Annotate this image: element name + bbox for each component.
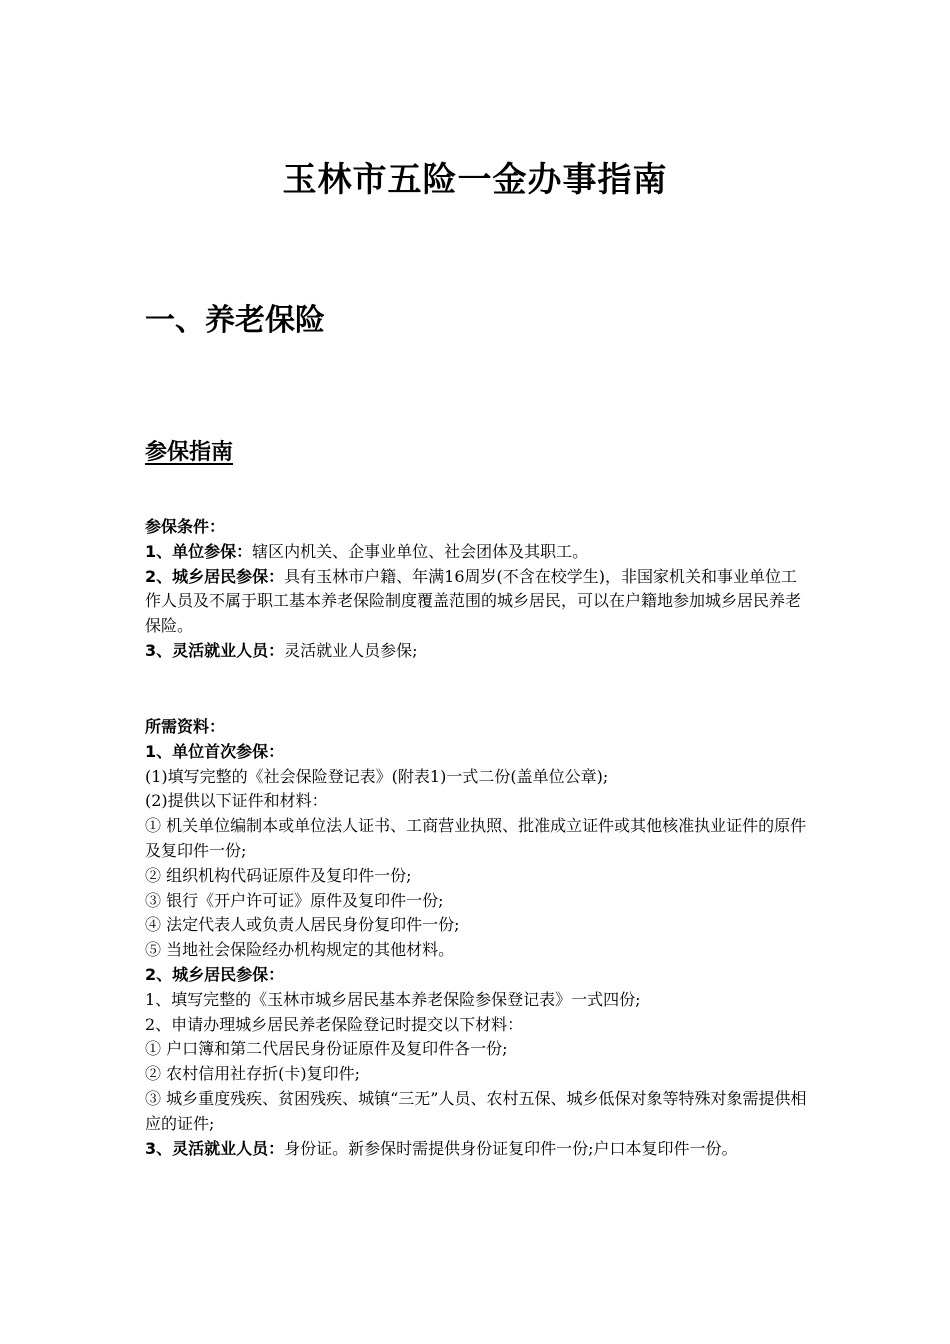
flexible-text: 身份证。新参保时需提供身份证复印件一份;户口本复印件一份。 — [284, 1138, 738, 1158]
unit-line: ⑤ 当地社会保险经办机构规定的其他材料。 — [145, 940, 455, 960]
section-heading: 一、养老保险 — [145, 303, 325, 338]
resident-line: ③ 城乡重度残疾、贫困残疾、城镇“三无”人员、农村五保、城乡低保对象等特殊对象需提供相应的证件; — [145, 1088, 807, 1133]
subsection-heading: 参保指南 — [145, 440, 234, 465]
condition-text: 灵活就业人员参保; — [284, 640, 418, 660]
resident-line: ① 户口簿和第二代居民身份证原件及复印件各一份; — [145, 1039, 508, 1059]
materials-block — [145, 715, 810, 1161]
condition-text: 辖区内机关、企事业单位、社会团体及其职工。 — [252, 541, 589, 561]
unit-line: (1)填写完整的《社会保险登记表》(附表1)一式二份(盖单位公章); — [145, 766, 609, 786]
unit-line: (2)提供以下证件和材料： — [145, 791, 328, 811]
resident-heading: 2、城乡居民参保： — [145, 964, 285, 984]
condition-text: 具有玉林市户籍、年满16周岁(不含在校学生)，非国家机关和事业单位工作人员及不属于职工基本养老保险制度覆盖范围的城乡居民，可以在户籍地参加城乡居民养老保险。 — [145, 566, 802, 636]
condition-label: 3、灵活就业人员： — [145, 640, 285, 660]
unit-line: ② 组织机构代码证原件及复印件一份; — [145, 865, 412, 885]
resident-line: 2、申请办理城乡居民养老保险登记时提交以下材料： — [145, 1014, 524, 1034]
conditions-heading: 参保条件： — [145, 517, 226, 536]
resident-line: ② 农村信用社存折(卡)复印件; — [145, 1064, 360, 1084]
condition-label: 2、城乡居民参保： — [145, 566, 285, 586]
flexible-label: 3、灵活就业人员： — [145, 1138, 285, 1158]
unit-line: ④ 法定代表人或负责人居民身份复印件一份; — [145, 915, 460, 935]
unit-line: ③ 银行《开户许可证》原件及复印件一份; — [145, 890, 444, 910]
materials-heading: 所需资料： — [145, 717, 226, 736]
unit-heading: 1、单位首次参保： — [145, 741, 285, 761]
condition-item — [145, 639, 810, 664]
condition-item — [145, 540, 810, 565]
flexible-item — [145, 1137, 810, 1162]
unit-line: ① 机关单位编制本或单位法人证书、工商营业执照、批准成立证件或其他核准执业证件的原件及复印件一份; — [145, 816, 807, 860]
condition-label: 1、单位参保： — [145, 541, 253, 561]
condition-item — [145, 565, 810, 639]
document-title: 玉林市五险一金办事指南 — [282, 160, 668, 200]
resident-line: 1、填写完整的《玉林市城乡居民基本养老保险参保登记表》一式四份; — [145, 989, 641, 1009]
conditions-block — [145, 515, 810, 664]
